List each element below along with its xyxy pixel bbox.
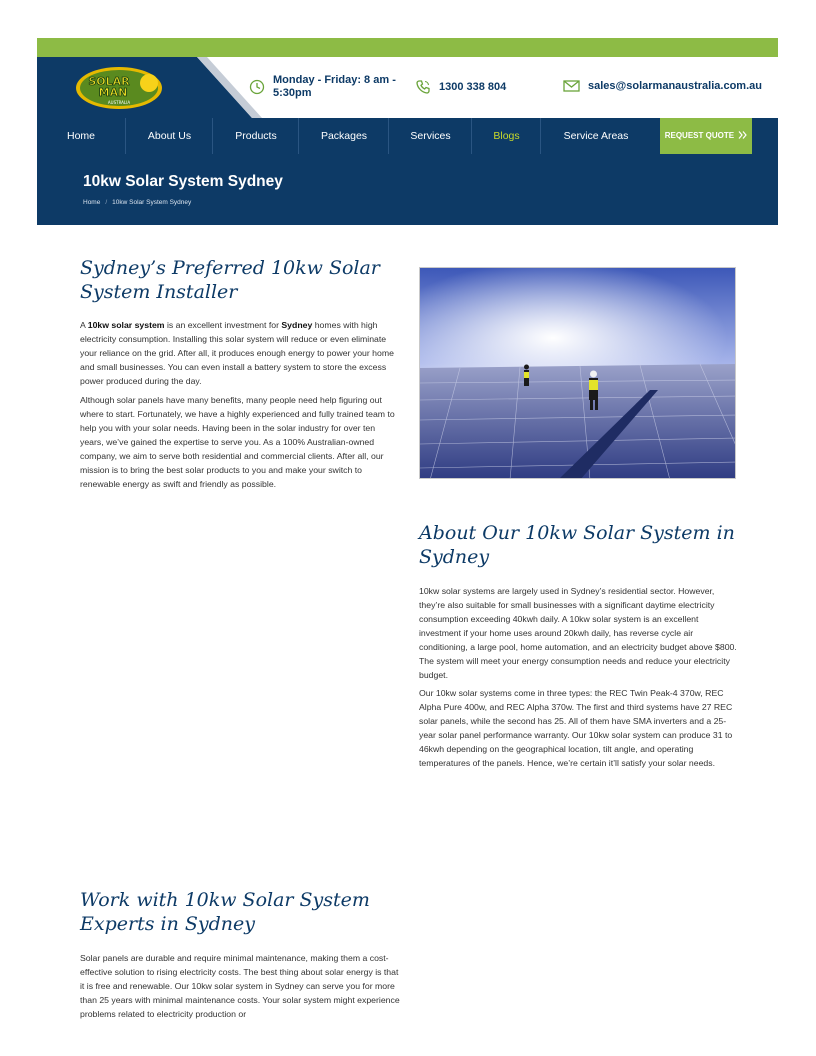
request-quote-label: REQUEST QUOTE bbox=[664, 131, 735, 140]
phone-number[interactable]: 1300 338 804 bbox=[439, 80, 507, 93]
nav-packages[interactable]: Packages bbox=[298, 118, 389, 154]
text-run: A bbox=[80, 320, 88, 330]
double-chevron-right-icon bbox=[738, 131, 747, 139]
section3-heading: Work with 10kw Solar System Experts in Sydney bbox=[80, 889, 370, 935]
breadcrumb bbox=[83, 199, 191, 206]
top-accent-bar bbox=[37, 38, 778, 57]
business-hours bbox=[249, 74, 399, 100]
nav-products[interactable]: Products bbox=[212, 118, 299, 154]
logo-line3: AUSTRALIA bbox=[107, 100, 131, 105]
page-title: 10kw Solar System Sydney bbox=[83, 173, 283, 190]
nav-services[interactable]: Services bbox=[388, 118, 472, 154]
nav-about-us[interactable]: About Us bbox=[125, 118, 213, 154]
nav-home[interactable]: Home bbox=[66, 130, 95, 142]
breadcrumb-current: 10kw Solar System Sydney bbox=[112, 199, 192, 206]
hours-text: Monday - Friday: 8 am - 5:30pm bbox=[273, 74, 396, 99]
main-nav bbox=[37, 118, 778, 154]
logo-line1: SOLAR bbox=[88, 75, 130, 88]
breadcrumb-separator: / bbox=[105, 199, 108, 206]
phone-icon bbox=[415, 79, 431, 95]
section2-paragraph2: Our 10kw solar systems come in three types: the REC Twin Peak-4 370w, REC Alpha Pure 400w, and REC Alpha 370w. The first and third systems have 27 REC solar panels, while the second has 25. All of them have SMA inverters and a 25-year solar panel performance warranty. Our 10kw solar system can produce 31 to 46kwh depending on the geographical location, tilt angle, and operating temperatures of the panels. Hence, we’re certain it’ll satisfy your solar needs. bbox=[419, 688, 733, 768]
breadcrumb-home[interactable]: Home bbox=[83, 199, 101, 206]
section2-heading: About Our 10kw Solar System in Sydney bbox=[419, 522, 735, 568]
solar-man-logo[interactable] bbox=[75, 65, 165, 111]
clock-icon bbox=[249, 79, 265, 95]
text-run: homes with high electricity consumption. Installing this solar system will reduce or even eliminate your reliance on the grid. After all, it produces enough energy to power your home and small businesses. You can even install a battery system to store the excess power produced during the day. bbox=[80, 320, 394, 386]
solar-roof-photo bbox=[419, 267, 736, 479]
bold-keyword: Sydney bbox=[281, 320, 313, 330]
section3-paragraph1: Solar panels are durable and require minimal maintenance, making them a cost-effective solution to rising electricity costs. The best thing about solar energy is that it is free and renewable. Our 10kw solar system in Sydney can serve you for more than 25 years with minimal maintenance costs. Your solar system might experience problems related to electricity production or bbox=[80, 953, 400, 1019]
bold-keyword: 10kw solar system bbox=[87, 320, 165, 330]
section1-heading: Sydney’s Preferred 10kw Solar System Installer bbox=[80, 257, 380, 303]
logo-line2: MAN bbox=[98, 86, 128, 99]
nav-service-areas[interactable]: Service Areas bbox=[540, 118, 651, 154]
email-address[interactable]: sales@solarmanaustralia.com.au bbox=[588, 79, 762, 92]
logo-panel bbox=[37, 57, 277, 118]
page-banner bbox=[37, 154, 778, 225]
nav-blogs[interactable]: Blogs bbox=[471, 118, 541, 154]
header bbox=[37, 57, 778, 118]
envelope-icon bbox=[563, 79, 580, 93]
section2-paragraph1: 10kw solar systems are largely used in Sydney’s residential sector. However, they’re also suitable for small businesses with a significant daytime electricity consumption exceeding 40kwh daily. A 10kw solar system is an excellent investment if your home uses around 20kwh daily, has reverse cycle air conditioning, a large pool, home automation, and an electricity budget above $800. The system will meet your energy consumption needs and reduce your electricity budget. bbox=[419, 586, 737, 680]
section1-paragraph1 bbox=[80, 318, 400, 388]
text-run: is an excellent investment for bbox=[164, 320, 282, 330]
section1-paragraph2: Although solar panels have many benefits, many people need help figuring out where to start. Fortunately, we have a highly experienced and fully trained team to help you with your solar needs. Having been in the solar industry for over ten years, we’ve gained the expertise to serve you. As a 100% Australian-owned company, we aim to serve both residential and commercial clients. After all, our mission is to bring the best solar products to you and make your switch to renewable energy as swift and friendly as possible. bbox=[80, 395, 395, 489]
email-contact[interactable] bbox=[563, 79, 762, 93]
phone-contact[interactable] bbox=[415, 79, 506, 95]
request-quote-button[interactable] bbox=[660, 118, 752, 154]
